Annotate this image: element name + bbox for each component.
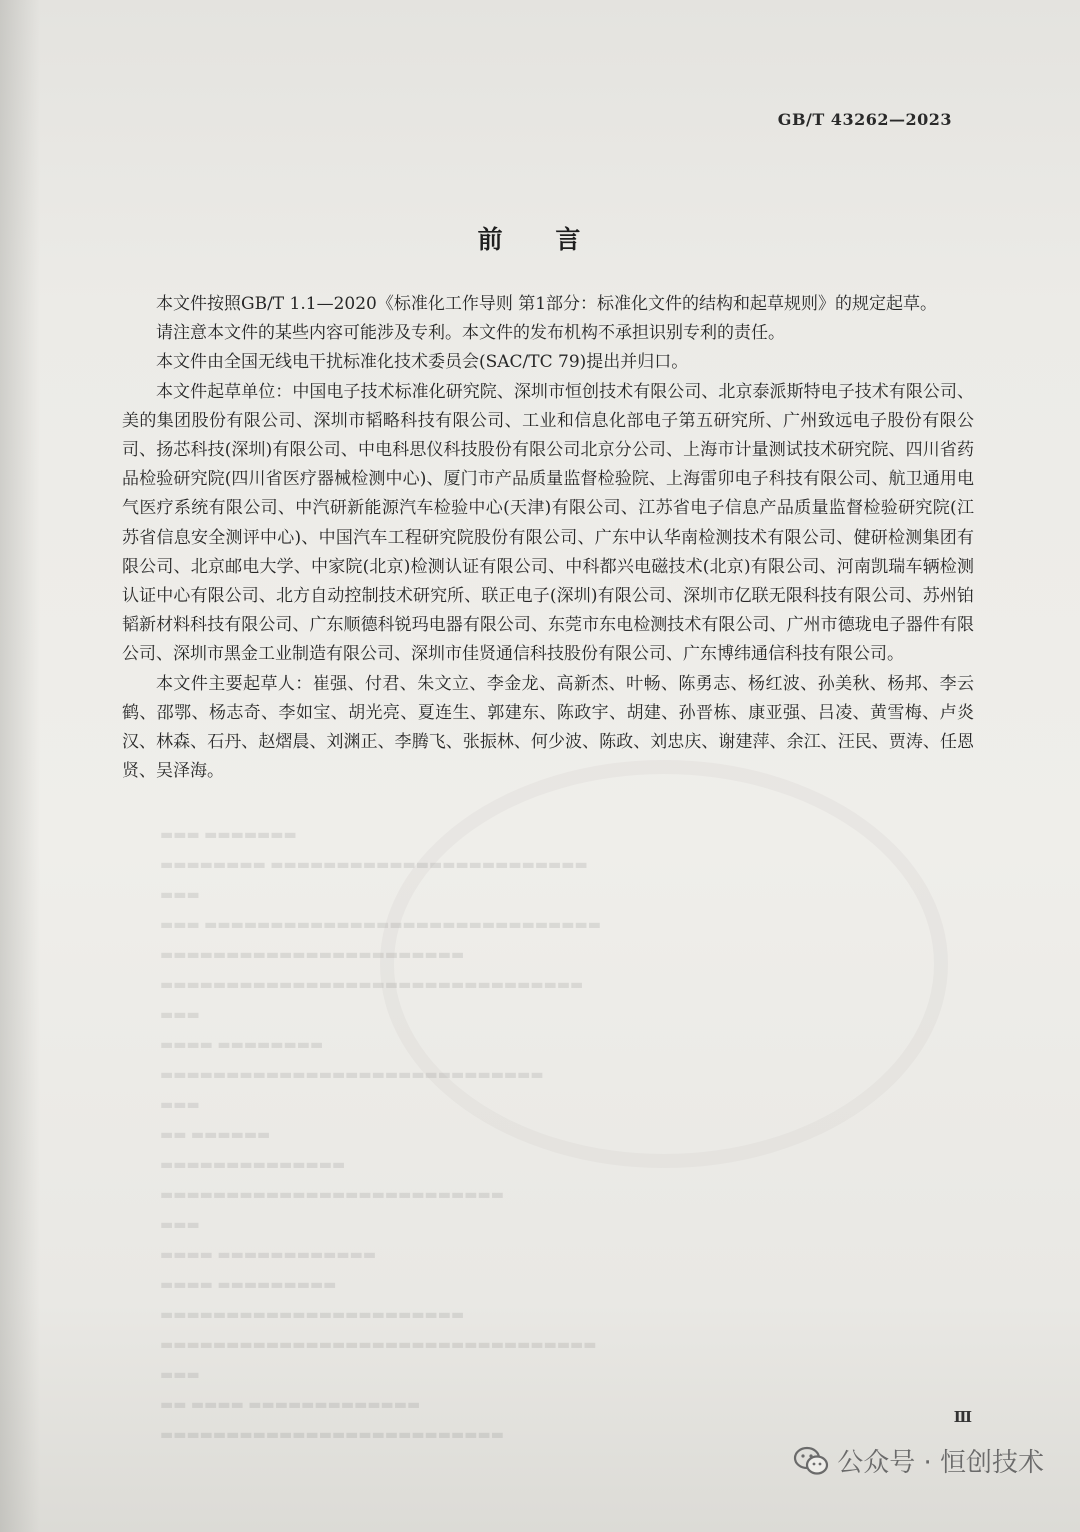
wechat-icon [793, 1446, 829, 1476]
page-title: 前 言 [477, 225, 603, 254]
show-through-text: ▬▬▬ ▬▬▬▬▬▬▬ ▬▬▬▬▬▬▬▬ ▬▬▬▬▬▬▬▬▬▬▬▬▬▬▬▬▬▬▬▬▬▬▬▬ ▬▬▬ ▬▬▬ ▬▬▬▬▬▬▬▬▬▬▬▬▬▬▬▬▬▬▬▬▬▬▬▬▬▬▬▬▬▬ ▬▬▬▬▬▬▬▬▬▬▬▬▬▬▬▬▬▬▬▬▬▬▬ ▬▬▬▬▬▬▬▬▬▬▬▬▬▬▬▬▬▬▬▬▬▬▬▬▬▬▬▬▬▬▬▬ ▬▬▬ ▬▬▬▬ ▬▬▬▬▬▬▬▬ ▬▬▬▬▬▬▬▬▬▬▬▬▬▬▬▬▬▬▬▬▬▬▬▬▬▬▬▬▬ ▬▬▬ ▬▬ ▬▬▬▬▬▬ ▬▬▬▬▬▬▬▬▬▬▬▬▬▬ ▬▬▬▬▬▬▬▬▬▬▬▬▬▬▬▬▬▬▬▬▬▬▬▬▬▬ ▬▬▬ ▬▬▬▬ ▬▬▬▬▬▬▬▬▬▬▬▬ ▬▬▬▬ ▬▬▬▬▬▬▬▬▬ ▬▬▬▬▬▬▬▬▬▬▬▬▬▬▬▬▬▬▬▬▬▬▬ ▬▬▬▬▬▬▬▬▬▬▬▬▬▬▬▬▬▬▬▬▬▬▬▬▬▬▬▬▬▬▬▬▬ ▬▬▬ ▬▬ ▬▬▬▬ ▬▬▬▬▬▬▬▬▬▬▬▬▬ ▬▬▬▬▬▬▬▬▬▬▬▬▬▬▬▬▬▬▬▬▬▬▬▬▬▬ [160, 827, 601, 1443]
page-number: Ⅲ [953, 1408, 972, 1426]
watermark-text: 公众号 · 恒创技术 [837, 1448, 1044, 1478]
paragraph-patent-notice: 请注意本文件的某些内容可能涉及专利。本文件的发布机构不承担识别专利的责任。 [156, 323, 785, 344]
paragraph-drafters: 本文件主要起草人：崔强、付君、朱文立、李金龙、高新杰、叶畅、陈勇志、杨红波、孙美秋、杨邦、李云鹤、邵鄂、杨志奇、李如宝、胡光亮、夏连生、郭建东、陈政宇、胡建、孙晋栋、康亚强、吕凌、黄雪梅、卢炎汉、林森、石丹、赵熠晨、刘渊正、李腾飞、张振林、何少波、陈政、刘忠庆、谢建萍、余江、汪民、贾涛、任恩贤、吴泽海。 [122, 673, 974, 782]
paragraph-drafting-units: 本文件起草单位：中国电子技术标准化研究院、深圳市恒创技术有限公司、北京泰派斯特电子技术有限公司、美的集团股份有限公司、深圳市韬略科技有限公司、工业和信息化部电子第五研究所、广州致远电子股份有限公司、扬芯科技(深圳)有限公司、中电科思仪科技股份有限公司北京分公司、上海市计量测试技术研究院、四川省药品检验研究院(四川省医疗器械检测中心)、厦门市产品质量监督检验院、上海雷卯电子科技有限公司、航卫通用电气医疗系统有限公司、中汽研新能源汽车检验中心(天津)有限公司、江苏省电子信息产品质量监督检验研究院(江苏省信息安全测评中心)、中国汽车工程研究院股份有限公司、广东中认华南检测技术有限公司、健研检测集团有限公司、北京邮电大学、中家院(北京)检测认证有限公司、中科都兴电磁技术(北京)有限公司、河南凯瑞车辆检测认证中心有限公司、北方自动控制技术研究所、联正电子(深圳)有限公司、深圳市亿联无限科技有限公司、苏州铂韬新材料科技有限公司、广东顺德科锐玛电器有限公司、东莞市东电检测技术有限公司、广州市德珑电子器件有限公司、深圳市黑金工业制造有限公司、深圳市佳贤通信科技股份有限公司、广东博纬通信科技有限公司。 [122, 381, 974, 665]
watermark [793, 1442, 1044, 1479]
paragraph-committee: 本文件由全国无线电干扰标准化技术委员会(SAC/TC 79)提出并归口。 [156, 352, 689, 373]
foreword-body [122, 290, 974, 786]
paragraph-drafting-rules: 本文件按照GB/T 1.1—2020《标准化工作导则 第1部分：标准化文件的结构和起草规则》的规定起草。 [156, 294, 938, 314]
standard-number: GB/T 43262—2023 [777, 110, 952, 129]
